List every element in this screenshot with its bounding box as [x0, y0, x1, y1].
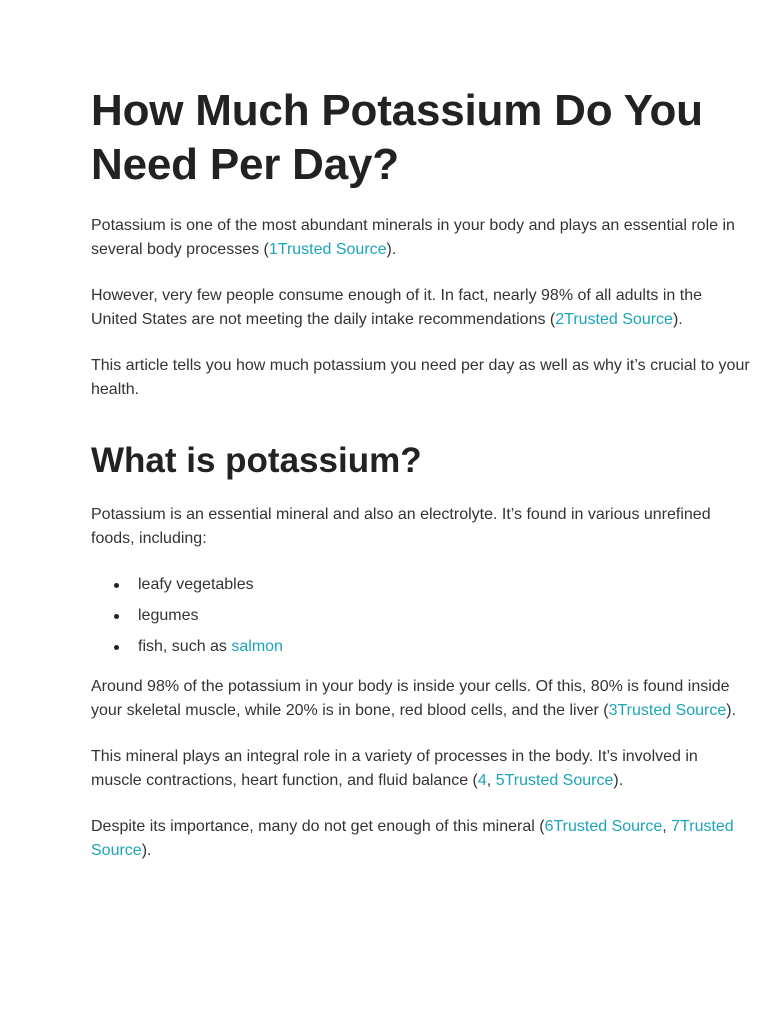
paragraph-text: This article tells you how much potassium you need per day as well as why it’s crucial to your health.: [91, 357, 750, 398]
paragraph-text: ).: [141, 842, 152, 859]
list-item-text: leafy vegetables: [138, 576, 254, 593]
citation-link-2[interactable]: 2Trusted Source: [555, 311, 673, 328]
distribution-paragraph: [91, 675, 751, 723]
bullet-icon: [114, 645, 119, 650]
citation-link-5[interactable]: 5Trusted Source: [495, 772, 614, 789]
paragraph-text: ).: [726, 702, 737, 719]
paragraph-text: Around 98% of the potassium in your body is inside your cells. Of this, 80% is found inside your skeletal muscle, while 20% is in bone, red blood cells, and the liver (: [91, 678, 730, 719]
function-paragraph: [91, 745, 751, 793]
food-list: [91, 573, 751, 659]
citation-link-4[interactable]: 4: [477, 772, 487, 789]
citation-link-1[interactable]: 1Trusted Source: [268, 241, 387, 258]
consumption-paragraph: [91, 284, 751, 332]
paragraph-text: This mineral plays an integral role in a variety of processes in the body. It’s involved in muscle contractions, heart function, and fluid balance (: [91, 748, 698, 789]
list-item: [91, 604, 751, 628]
citation-link-6[interactable]: 6Trusted Source: [544, 818, 663, 835]
paragraph-text: Despite its importance, many do not get enough of this mineral (: [91, 818, 545, 835]
paragraph-text: Potassium is one of the most abundant minerals in your body and plays an essential role in several body processes (: [91, 217, 735, 258]
paragraph-separator: ,: [486, 772, 496, 789]
list-item: [91, 573, 751, 597]
paragraph-text: ).: [613, 772, 624, 789]
paragraph-text: ).: [386, 241, 397, 258]
salmon-link[interactable]: salmon: [231, 638, 283, 655]
citation-link-3[interactable]: 3Trusted Source: [608, 702, 727, 719]
article: [91, 84, 751, 863]
paragraph-text: However, very few people consume enough of it. In fact, nearly 98% of all adults in the United States are not meeting the daily intake recommendations (: [91, 287, 703, 328]
list-item-text: legumes: [138, 607, 199, 624]
deficiency-paragraph: [91, 815, 751, 863]
definition-paragraph: [91, 503, 751, 551]
list-item-text: fish, such as: [138, 638, 232, 655]
intro-paragraph: [91, 214, 751, 262]
list-item: [91, 635, 751, 659]
section-heading: What is potassium?: [91, 441, 422, 480]
bullet-icon: [114, 583, 119, 588]
citation-link-7[interactable]: 7Trusted Source: [91, 818, 734, 859]
paragraph-separator: ,: [662, 818, 672, 835]
page-title: How Much Potassium Do You Need Per Day?: [91, 86, 703, 189]
bullet-icon: [114, 614, 119, 619]
summary-paragraph: [91, 354, 751, 402]
paragraph-text: ).: [672, 311, 683, 328]
paragraph-text: Potassium is an essential mineral and also an electrolyte. It’s found in various unrefined foods, including:: [91, 506, 711, 547]
